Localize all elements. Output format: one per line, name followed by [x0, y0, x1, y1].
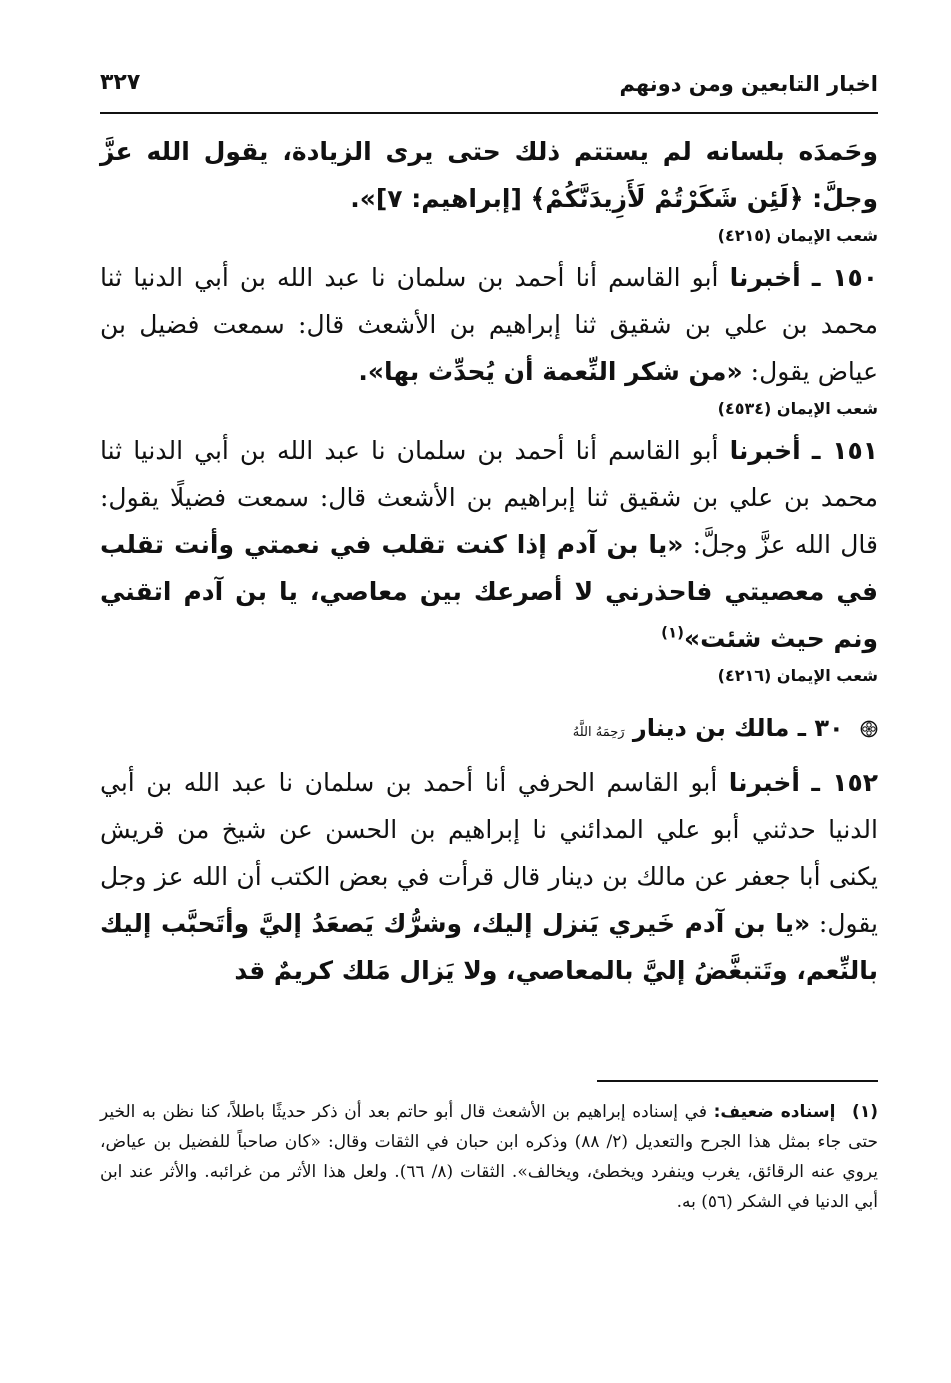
running-title: اخبار التابعين ومن دونهم [619, 72, 878, 96]
narration-150 [100, 254, 878, 395]
section-number: ٣٠ ـ [797, 714, 844, 742]
narration-151 [100, 427, 878, 662]
narration-quote: «من شكر النِّعمة أن يُحدِّث بها». [358, 357, 743, 386]
footnote-text: في إسناده إبراهيم بن الأشعث قال أبو حاتم بعد أن ذكر حديثًا باطلاً، كنا نظن به الخير حتى جاء بمثل هذا الجرح والتعديل (٢/ ٨٨) وذكره ابن حبان في الثقات وقال: «كان صاحباً للفضيل بن عياض، يروي عنه الرقائق، يغرب وينفرد ويخطئ، ويخالف». الثقات (٨/ ٦٦). ولعل هذا الأثر من غرائبه. والأثر عند ابن أبي الدنيا في الشكر (٥٦) به. [100, 1102, 879, 1212]
page-header [100, 64, 878, 108]
narration-chain: أبو القاسم أنا أحمد بن سلمان نا عبد الله بن أبي الدنيا ثنا محمد بن علي بن شقيق ثنا إبراهيم بن الأشعث قال: سمعت فضيلًا يقول: قال الله عزَّ وجلَّ: [100, 436, 878, 559]
footnote-reference: (١) [661, 623, 684, 642]
narration-chain: أبو القاسم أنا أحمد بن سلمان نا عبد الله بن أبي الدنيا ثنا محمد بن علي بن شقيق ثنا إبراهيم بن الأشعث قال: سمعت فضيل بن عياض يقول: [100, 263, 878, 386]
narration-lead: أخبرنا [729, 436, 801, 465]
intro-paragraph: وحَمدَه بلسانه لم يستتم ذلك حتى يرى الزيادة، يقول الله عزَّ وجلَّ: ﴿لَئِن شَكَرْتُمْ لَأَزِيدَنَّكُمْ﴾ [إبراهيم: ٧]». [100, 137, 878, 213]
source-reference: شعب الإيمان (٤٥٣٤) [717, 399, 878, 418]
narration-152 [100, 759, 878, 994]
source-reference: شعب الإيمان (٤٢١٦) [717, 666, 878, 685]
source-reference: شعب الإيمان (٤٢١٥) [717, 226, 878, 245]
rosette-icon [860, 720, 878, 738]
narration-lead: أخبرنا [729, 263, 801, 292]
narration-chain: أبو القاسم الحرفي أنا أحمد بن سلمان نا عبد الله بن أبي الدنيا حدثني أبو علي المدائني نا إبراهيم بن الحسن عن شيخ من قريش يكنى أبا جعفر عن مالك بن دينار قال قرأت في بعض الكتب أن الله عز وجل يقول: [100, 768, 878, 938]
narration-number: ١٥٢ ـ [811, 768, 878, 797]
narration-number: ١٥٠ ـ [811, 263, 878, 292]
narration-number: ١٥١ ـ [811, 436, 878, 465]
page-number: ٣٢٧ [100, 70, 141, 95]
header-rule [100, 112, 878, 114]
footnote-marker: (١) [852, 1102, 878, 1122]
section-title: مالك بن دينار [632, 714, 790, 742]
footnote-label: إسناده ضعيف: [713, 1102, 836, 1122]
footnote [100, 1097, 878, 1217]
honorific: رَحِمَهُ اللَّهُ [572, 725, 625, 740]
narration-lead: أخبرنا [728, 768, 800, 797]
narration-quote: «يا بن آدم إذا كنت تقلب في نعمتي وأنت تقلب في معصيتي فاحذرني لا أصرعك بين معاصي، يا بن آدم اتقني ونم حيث شئت» [100, 530, 878, 653]
main-text [100, 128, 878, 994]
footnote-text-block [100, 1097, 878, 1217]
section-heading [100, 708, 878, 753]
footnote-rule [597, 1080, 878, 1082]
narration-quote: «يا بن آدم خَيري يَنزل إليك، وشرُّك يَصعَدُ إليَّ وأتَحبَّب إليك بالنِّعم، وتَتبغَّضُ إليَّ بالمعاصي، ولا يَزال مَلك كريمٌ قد [100, 909, 878, 985]
